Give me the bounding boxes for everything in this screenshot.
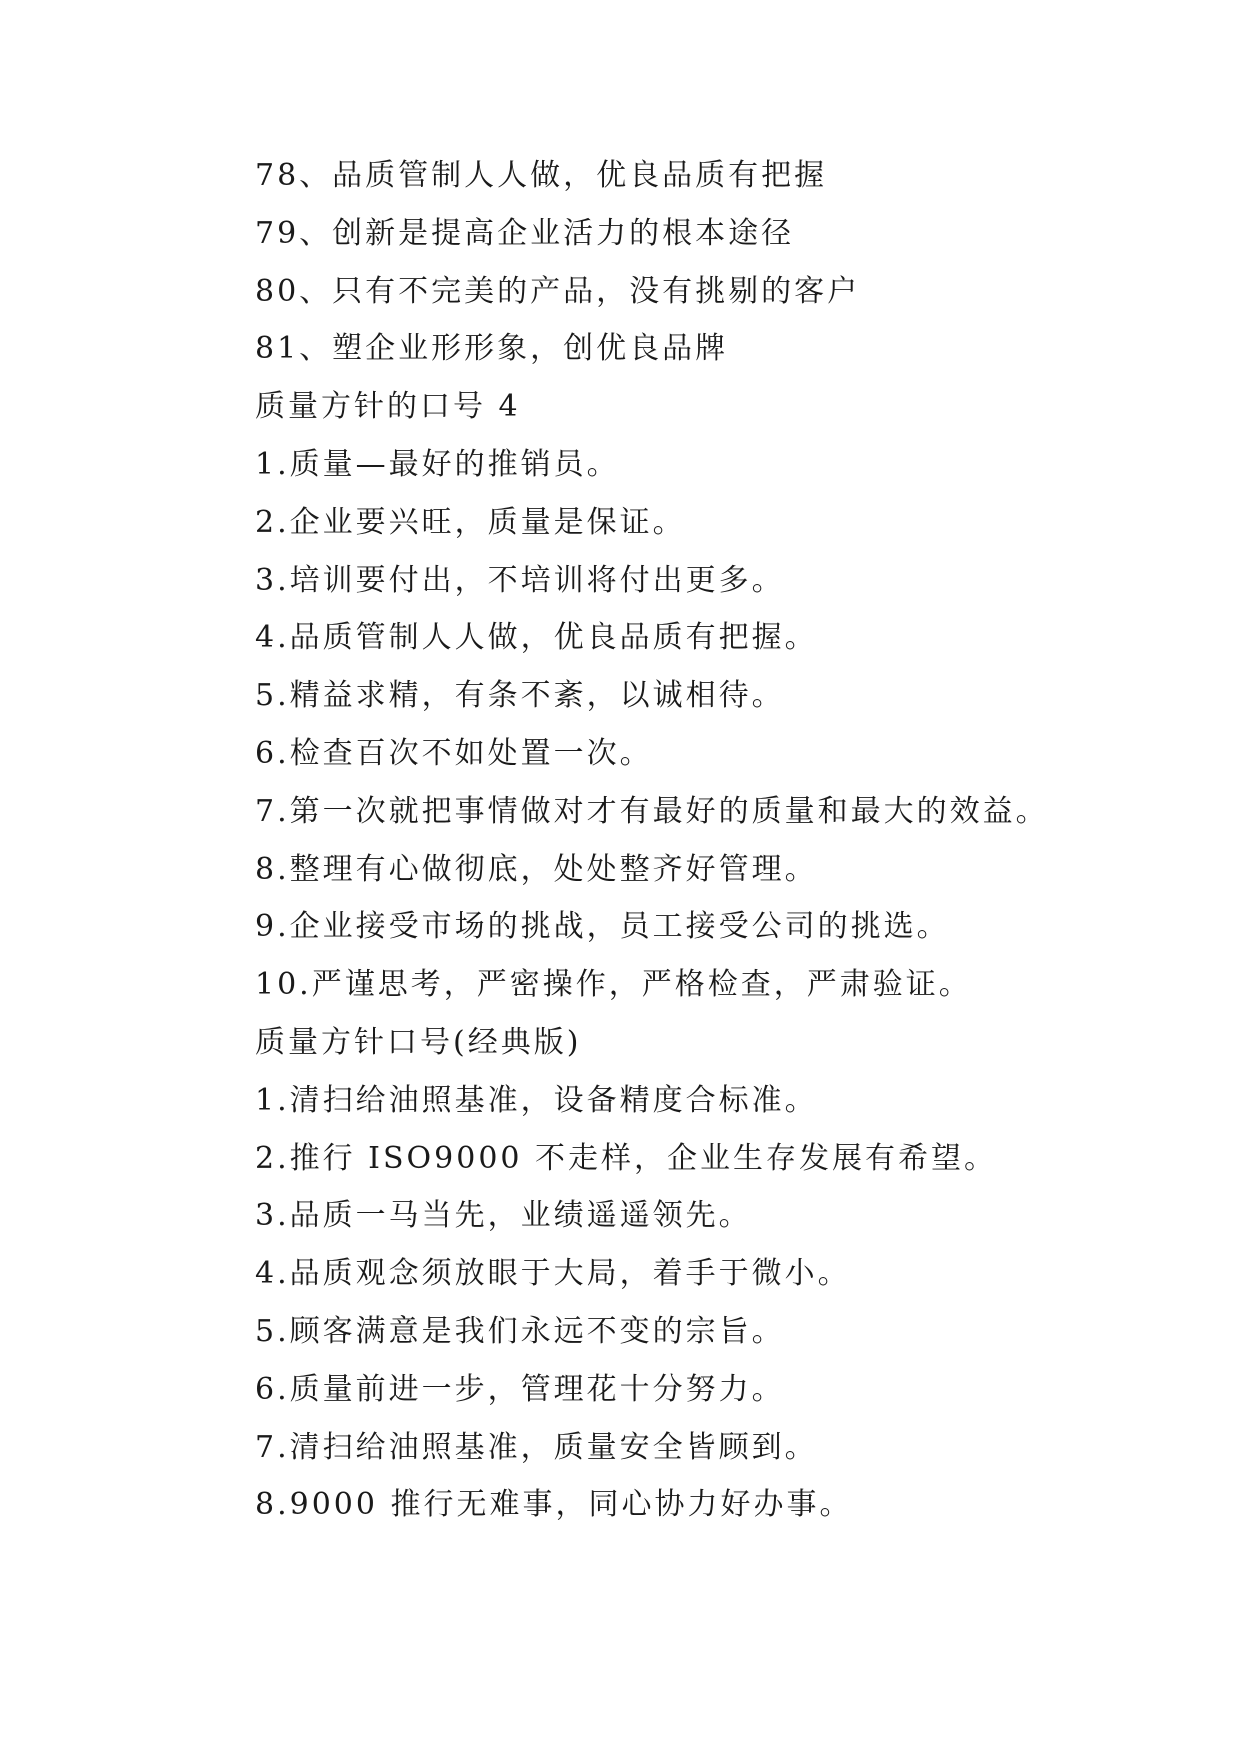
slogan-line: 2.推行 ISO9000 不走样，企业生存发展有希望。 — [255, 1140, 998, 1176]
slogan-line: 7.第一次就把事情做对才有最好的质量和最大的效益。 — [255, 793, 1049, 829]
slogan-line: 6.检查百次不如处置一次。 — [255, 736, 653, 771]
slogan-line: 7.清扫给油照基准，质量安全皆顾到。 — [255, 1429, 818, 1465]
slogan-line: 1.质量—最好的推销员。 — [255, 447, 620, 482]
section-heading: 质量方针的口号 4 — [255, 389, 521, 425]
slogan-line: 6.质量前进一步，管理花十分努力。 — [255, 1371, 785, 1407]
slogan-line: 3.品质一马当先，业绩遥遥领先。 — [255, 1198, 752, 1234]
slogan-line: 78、品质管制人人做，优良品质有把握 — [255, 158, 828, 193]
slogan-line: 80、只有不完美的产品，没有挑剔的客户 — [255, 273, 861, 309]
slogan-line: 9.企业接受市场的挑战，员工接受公司的挑选。 — [255, 909, 950, 945]
slogan-line: 5.精益求精，有条不紊，以诚相待。 — [255, 678, 785, 714]
slogan-line: 4.品质观念须放眼于大局，着手于微小。 — [255, 1256, 851, 1292]
slogan-line: 8.整理有心做彻底，处处整齐好管理。 — [255, 851, 818, 887]
slogan-line: 81、塑企业形形象，创优良品牌 — [255, 331, 729, 367]
slogan-line: 8.9000 推行无难事，同心协力好办事。 — [255, 1487, 853, 1523]
slogan-line: 2.企业要兴旺，质量是保证。 — [255, 504, 686, 540]
slogan-line: 79、创新是提高企业活力的根本途径 — [255, 215, 795, 251]
slogan-line: 1.清扫给油照基准，设备精度合标准。 — [255, 1082, 818, 1118]
slogan-line: 4.品质管制人人做，优良品质有把握。 — [255, 620, 818, 656]
slogan-line: 10.严谨思考，严密操作，严格检查，严肃验证。 — [255, 967, 972, 1003]
slogan-line: 3.培训要付出，不培训将付出更多。 — [255, 562, 785, 598]
section-heading: 质量方针口号(经典版) — [255, 1025, 582, 1060]
slogan-line: 5.顾客满意是我们永远不变的宗旨。 — [255, 1314, 785, 1349]
